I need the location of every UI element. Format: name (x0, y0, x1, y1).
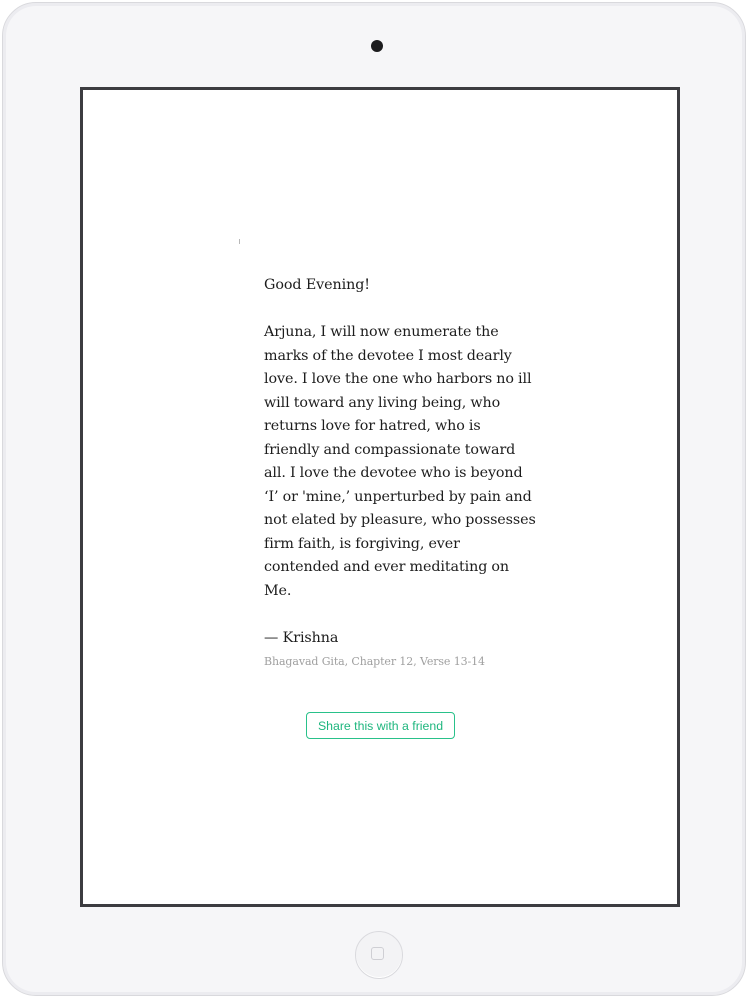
quote-line: Arjuna, I will now enumerate the (264, 324, 499, 340)
quote-author: — Krishna (264, 629, 339, 646)
quote-line: all. I love the devotee who is beyond (264, 465, 523, 481)
quote-line: friendly and compassionate toward (264, 441, 516, 458)
quote-text (264, 321, 536, 603)
quote-line: contended and ever meditating on (264, 559, 510, 575)
quote-line: marks of the devotee I most dearly (264, 347, 512, 364)
quote-source: Bhagavad Gita, Chapter 12, Verse 13-14 (264, 655, 485, 668)
quote-line: not elated by pleasure, who possesses (264, 512, 536, 528)
quote-line: love. I love the one who harbors no ill (264, 371, 532, 387)
quote-line: firm faith, is forgiving, ever (264, 535, 460, 552)
quote-line: Me. (264, 582, 292, 599)
quote-line: ‘I’ or 'mine,’ unperturbed by pain and (264, 488, 532, 505)
tablet-device-frame (2, 2, 746, 996)
decorative-mark (239, 239, 240, 244)
quote-block (264, 274, 536, 673)
greeting-text: Good Evening! (264, 277, 370, 293)
quote-line: will toward any living being, who (264, 394, 501, 411)
camera-icon (371, 40, 383, 52)
quote-line: returns love for hatred, who is (264, 418, 481, 434)
share-with-friend-button[interactable]: Share this with a friend (306, 712, 455, 739)
home-button-icon (371, 947, 384, 960)
home-button[interactable] (355, 931, 403, 979)
